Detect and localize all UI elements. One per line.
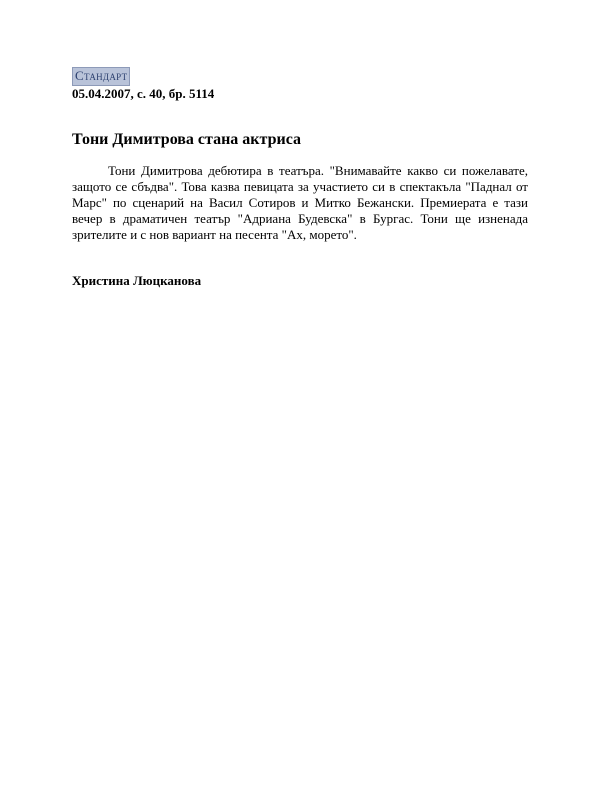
newspaper-logo: Стандарт bbox=[72, 67, 130, 86]
issue-info: 05.04.2007, с. 40, бр. 5114 bbox=[72, 86, 215, 101]
article-title: Тони Димитрова стана актриса bbox=[72, 131, 301, 148]
article-author: Христина Люцканова bbox=[72, 273, 202, 288]
article-body: Тони Димитрова дебютира в театъра. "Внимавайте какво си пожелавате, защото се сбъдва". Това казва певицата за участието си в спектакъла "Паднал от Марс" по сценарий на Васил Сотиров и Митко Бежански. Премиерата е тази вечер в драматичен театър "Адриана Будевска" в Бургас. Тони ще изненада зрителите и с нов вариант на песента "Ах, морето". bbox=[72, 163, 528, 242]
